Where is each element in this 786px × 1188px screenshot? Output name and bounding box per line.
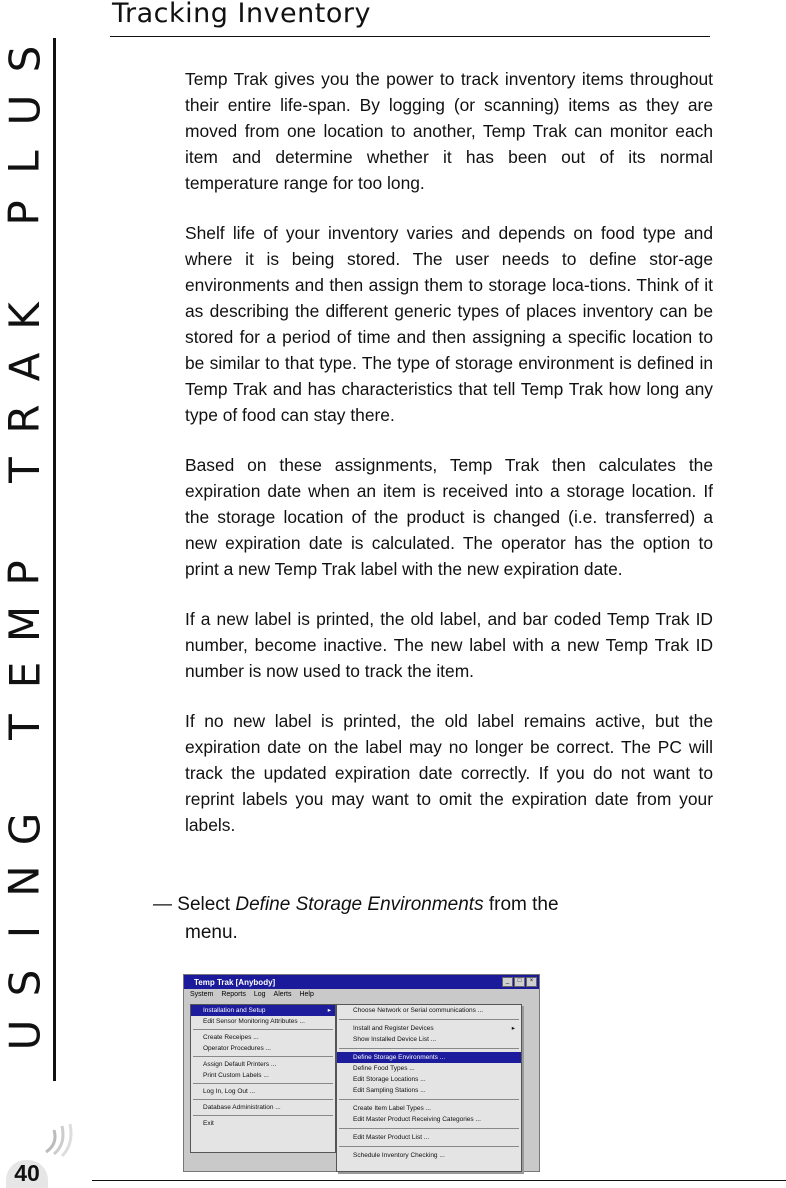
menu-item[interactable] bbox=[191, 1032, 335, 1043]
menu-item[interactable] bbox=[337, 1132, 521, 1143]
menu-screenshot bbox=[183, 974, 540, 1172]
instruction-suffix: from the bbox=[483, 894, 559, 915]
menu-item-label: Exit bbox=[203, 1120, 214, 1127]
section-title: Tracking Inventory bbox=[112, 0, 371, 29]
vertical-title-letter: U bbox=[0, 1019, 49, 1051]
paragraph: If a new label is printed, the old label, and bar coded Temp Trak ID number, become inactive. The new label with a new Temp Trak ID number is now used to track the item. bbox=[185, 609, 713, 681]
vertical-title-letter: S bbox=[0, 970, 49, 997]
menu-separator bbox=[193, 1056, 333, 1057]
window-buttons bbox=[502, 977, 537, 987]
menu-item[interactable] bbox=[337, 1023, 521, 1034]
menu-item-label: Edit Master Product List ... bbox=[353, 1134, 430, 1141]
vertical-title-letter: G bbox=[0, 813, 49, 846]
menu-separator bbox=[193, 1029, 333, 1030]
menu-item-label: Edit Storage Locations ... bbox=[353, 1076, 426, 1083]
menu-separator bbox=[339, 1146, 519, 1147]
menu-log[interactable]: Log bbox=[253, 991, 266, 998]
menu-item[interactable] bbox=[191, 1059, 335, 1070]
vertical-title-letter: R bbox=[0, 403, 49, 434]
system-menu bbox=[190, 1004, 336, 1153]
vertical-title-letter: K bbox=[0, 302, 49, 330]
menu-item-label: Edit Sensor Monitoring Attributes ... bbox=[203, 1018, 305, 1025]
menu-item[interactable] bbox=[337, 1103, 521, 1114]
menu-item[interactable] bbox=[191, 1070, 335, 1081]
menu-separator bbox=[339, 1128, 519, 1129]
window-titlebar bbox=[184, 975, 539, 989]
menu-item-label: Installation and Setup bbox=[203, 1007, 266, 1014]
setup-submenu bbox=[336, 1004, 522, 1172]
body-text bbox=[185, 66, 713, 862]
menu-item-label: Assign Default Printers ... bbox=[203, 1061, 277, 1068]
window-title: Temp Trak [Anybody] bbox=[194, 977, 276, 987]
submenu-arrow-icon: ▸ bbox=[327, 1007, 331, 1014]
vertical-title-letter: L bbox=[0, 150, 49, 174]
vertical-title-letter: A bbox=[0, 352, 49, 382]
vertical-title bbox=[0, 38, 50, 1056]
vertical-title-letter: M bbox=[0, 605, 49, 643]
instruction-emphasis: Define Storage Environments bbox=[235, 894, 484, 915]
paragraph: Temp Trak gives you the power to track inventory items throughout their entire life-span. By logging (or scanning) items as they are moved from one location to another, Temp Trak can monitor each item and determine whether it has been out of its normal temperature range for too long. bbox=[185, 69, 713, 193]
menu-item[interactable] bbox=[191, 1086, 335, 1097]
menu-item-label: Choose Network or Serial communications ... bbox=[353, 1007, 484, 1014]
menu-item[interactable] bbox=[337, 1052, 521, 1063]
vertical-title-letter: T bbox=[0, 457, 49, 483]
menu-item-label: Operator Procedures ... bbox=[203, 1045, 271, 1052]
vertical-title-letter: I bbox=[0, 925, 49, 939]
menu-item[interactable] bbox=[337, 1005, 521, 1016]
menu-item-label: Print Custom Labels ... bbox=[203, 1072, 269, 1079]
menu-item[interactable] bbox=[191, 1102, 335, 1113]
side-rule bbox=[53, 38, 56, 1081]
menu-item-label: Log In, Log Out ... bbox=[203, 1088, 256, 1095]
menu-item[interactable] bbox=[191, 1118, 335, 1129]
title-rule bbox=[110, 36, 710, 37]
menu-item[interactable] bbox=[337, 1085, 521, 1096]
vertical-title-letter: U bbox=[0, 94, 49, 126]
vertical-title-letter: S bbox=[0, 45, 49, 73]
menu-separator bbox=[339, 1048, 519, 1049]
bottom-rule bbox=[92, 1180, 786, 1181]
menu-item-label: Create Receipes ... bbox=[203, 1034, 259, 1041]
menu-item-label: Edit Sampling Stations ... bbox=[353, 1087, 426, 1094]
menu-separator bbox=[339, 1019, 519, 1020]
menu-help[interactable]: Help bbox=[299, 991, 314, 998]
menu-item-label: Create Item Label Types ... bbox=[353, 1105, 431, 1112]
minimize-button[interactable]: _ bbox=[502, 977, 513, 987]
menu-item-label: Define Storage Environments ... bbox=[353, 1054, 446, 1061]
menu-item-label: Install and Register Devices bbox=[353, 1025, 434, 1032]
menu-separator bbox=[193, 1083, 333, 1084]
instruction-line2: menu. bbox=[185, 922, 238, 943]
page-number: 40 bbox=[6, 1160, 48, 1188]
menu-item[interactable] bbox=[337, 1063, 521, 1074]
maximize-button[interactable]: □ bbox=[514, 977, 525, 987]
menu-item[interactable] bbox=[191, 1043, 335, 1054]
menu-reports[interactable]: Reports bbox=[221, 991, 246, 998]
menu-item[interactable] bbox=[337, 1074, 521, 1085]
vertical-title-letter: E bbox=[0, 662, 49, 689]
menu-item-label: Edit Master Product Receiving Categories ... bbox=[353, 1116, 481, 1123]
menu-system[interactable]: System bbox=[190, 991, 214, 998]
close-button[interactable]: × bbox=[526, 977, 537, 987]
menu-item[interactable] bbox=[337, 1150, 521, 1161]
instruction bbox=[153, 891, 673, 947]
menu-item[interactable] bbox=[337, 1034, 521, 1045]
vertical-title-letter: P bbox=[0, 559, 49, 586]
menu-item-label: Define Food Types ... bbox=[353, 1065, 415, 1072]
paragraph: If no new label is printed, the old label remains active, but the expiration date on the label may no longer be correct. The PC will track the updated expiration date correctly. If you do not want to reprint labels you may want to omit the expiration date from your labels. bbox=[185, 711, 713, 835]
menu-alerts[interactable]: Alerts bbox=[273, 991, 292, 998]
menu-item[interactable] bbox=[337, 1114, 521, 1125]
signal-arcs-icon bbox=[40, 1122, 76, 1162]
vertical-title-letter: N bbox=[0, 865, 49, 897]
submenu-arrow-icon: ▸ bbox=[511, 1025, 515, 1032]
vertical-title-letter: P bbox=[0, 200, 49, 226]
paragraph: Based on these assignments, Temp Trak then calculates the expiration date when an item is received into a storage location. If the storage location of the product is changed (i.e. transferred) a new expiration date is calculated. The operator has the option to print a new Temp Trak label with the new expiration date. bbox=[185, 455, 713, 579]
menu-item-label: Show Installed Device List ... bbox=[353, 1036, 437, 1043]
instruction-prefix: — Select bbox=[153, 894, 236, 915]
menu-item-label: Schedule Inventory Checking ... bbox=[353, 1152, 445, 1159]
menu-item-label: Database Administration ... bbox=[203, 1104, 281, 1111]
paragraph: Shelf life of your inventory varies and depends on food type and where it is being stored. The user needs to define stor-age environments and then assign them to storage loca-tions. Think of it as describing the different generic types of places inventory can be stored for a period of time and then assigning a specific location to be similar to that type. The type of storage environment is defined in Temp Trak and has characteristics that tell Temp Trak how long any type of food can stay there. bbox=[185, 223, 713, 425]
menu-separator bbox=[193, 1099, 333, 1100]
menu-item[interactable] bbox=[191, 1016, 335, 1027]
menubar bbox=[184, 989, 539, 1001]
menu-separator bbox=[193, 1115, 333, 1116]
menu-separator bbox=[339, 1099, 519, 1100]
menu-item[interactable] bbox=[191, 1005, 335, 1016]
vertical-title-letter: T bbox=[0, 713, 49, 740]
